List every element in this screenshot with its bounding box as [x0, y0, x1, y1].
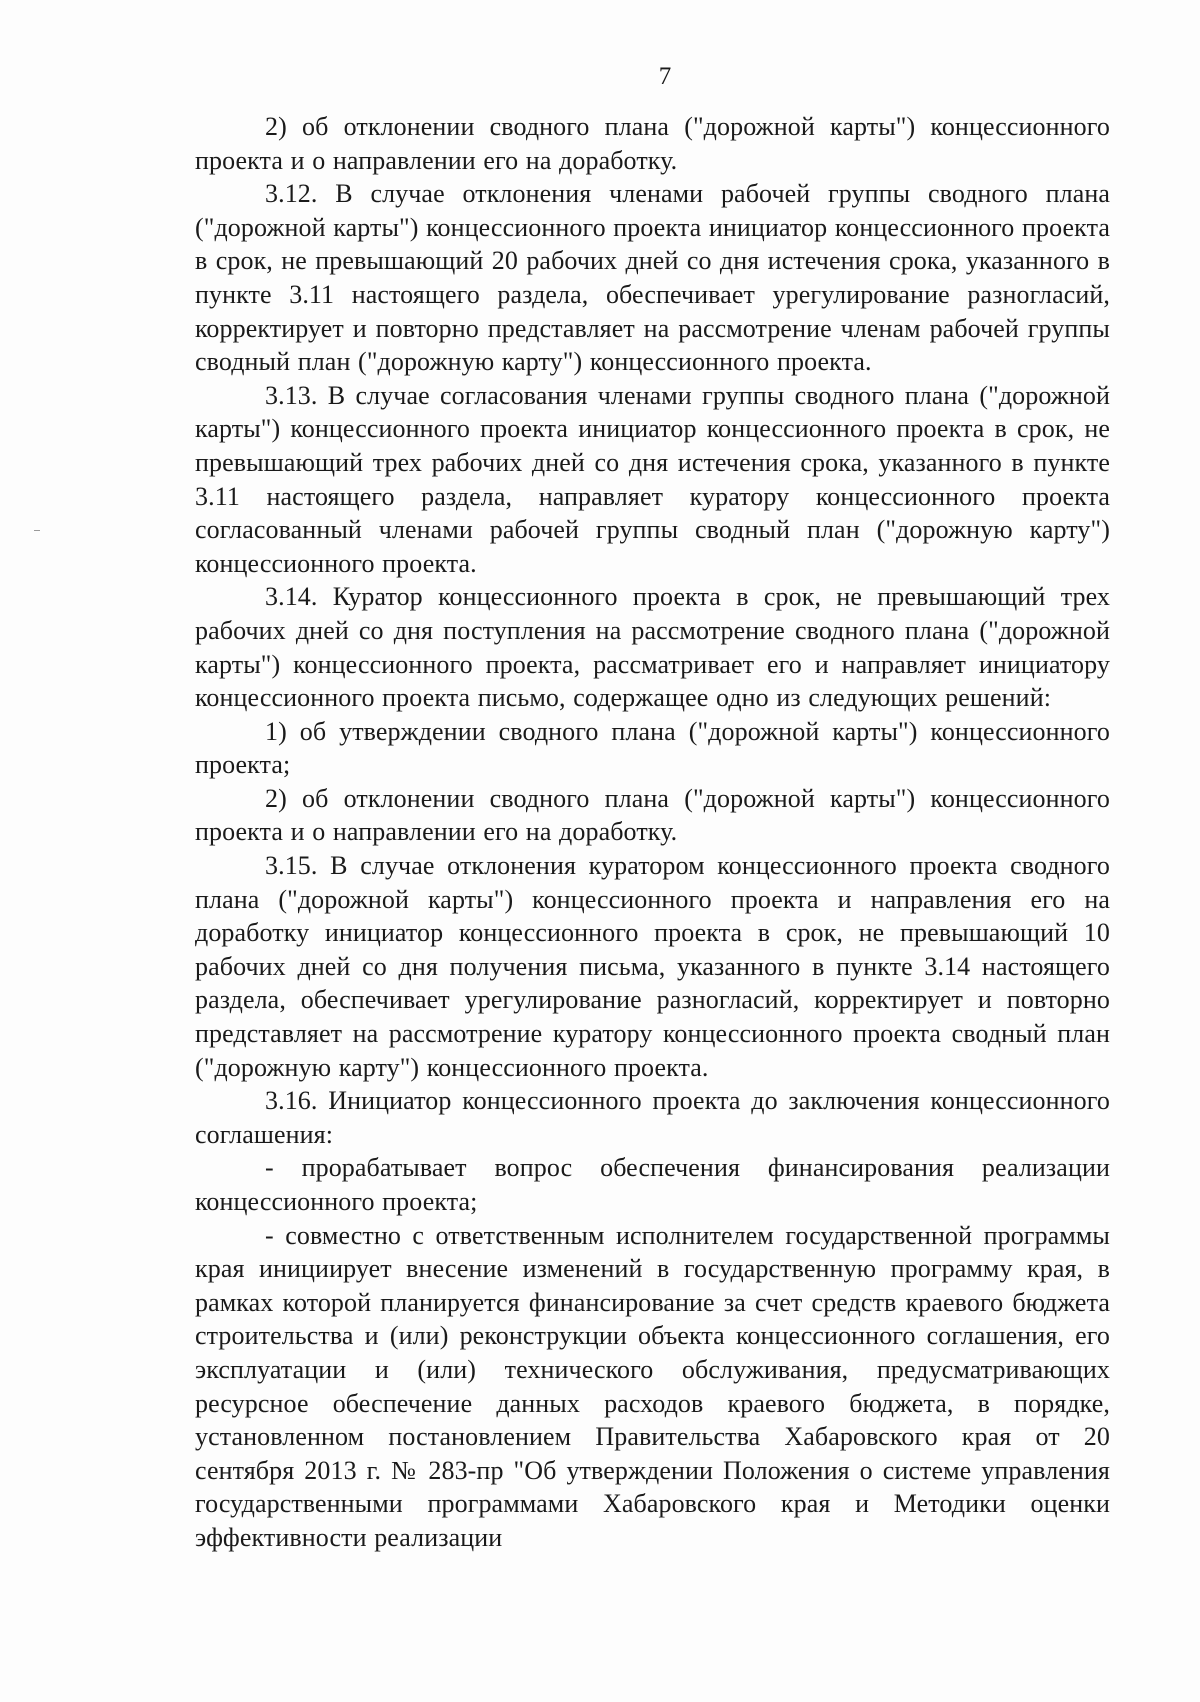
paragraph-decision-approve: 1) об утверждении сводного плана ("дорожной карты") концессионного проекта;: [195, 716, 1110, 780]
paragraph-financing: - прорабатывает вопрос обеспечения финансирования реализации концессионного проекта;: [195, 1153, 1110, 1216]
paragraph-decision-reject-1: 2) об отклонении сводного плана ("дорожной карты") концессионного проекта и о направлении его на доработку.: [195, 112, 1110, 175]
paragraph-program-changes: - совместно с ответственным исполнителем государственной программы края инициирует внесение изменений в государственную программу края, в рамках которой планируется финансирование за счет средств краевого бюджета строительства и (или) реконструкции объекта концессионного соглашения, его эксплуатации и (или) технического обслуживания, предусматривающих ресурсное обеспечение данных расходов краевого бюджета, в порядке, установленном постановлением Правительства Хабаровского края от 20 сентября 2013 г. № 283-пр "Об утверждении Положения о системе управления государственными программами Хабаровского края и Методики оценки эффективности реализации: [195, 1220, 1110, 1552]
paragraph-3-14: 3.14. Куратор концессионного проекта в срок, не превышающий трех рабочих дней со дня поступления на рассмотрение сводного плана ("дорожной карты") концессионного проекта, рассматривает его и направляет инициатору концессионного проекта письмо, содержащее одно из следующих решений:: [195, 582, 1110, 713]
paragraph-decision-reject-2: 2) об отклонении сводного плана ("дорожной карты") концессионного проекта и о направлении его на доработку.: [195, 783, 1110, 847]
paragraph-3-13: 3.13. В случае согласования членами группы сводного плана ("дорожной карты") концессионного проекта инициатор концессионного проекта в срок, не превышающий трех рабочих дней со дня истечения срока, указанного в пункте 3.11 настоящего раздела, направляет куратору концессионного проекта согласованный членами рабочей группы сводный план ("дорожную карту") концессионного проекта.: [195, 380, 1110, 578]
page-number: 7: [658, 63, 672, 90]
document-body: [195, 110, 1110, 1555]
scan-artifact: [34, 530, 40, 531]
paragraph-3-16: 3.16. Инициатор концессионного проекта до заключения концессионного соглашения:: [195, 1086, 1110, 1149]
paragraph-3-15: 3.15. В случае отклонения куратором концессионного проекта сводного плана ("дорожной карты") концессионного проекта и направления его на доработку инициатор концессионного проекта в срок, не превышающий 10 рабочих дней со дня получения письма, указанного в пункте 3.14 настоящего раздела, обеспечивает урегулирование разногласий, корректирует и повторно представляет на рассмотрение куратору концессионного проекта сводный план ("дорожную карту") концессионного проекта.: [195, 851, 1110, 1082]
paragraph-3-12: 3.12. В случае отклонения членами рабочей группы сводного плана ("дорожной карты") концессионного проекта инициатор концессионного проекта в срок, не превышающий 20 рабочих дней со дня истечения срока, указанного в пункте 3.11 настоящего раздела, обеспечивает урегулирование разногласий, корректирует и повторно представляет на рассмотрение членам рабочей группы сводный план ("дорожную карту") концессионного проекта.: [195, 179, 1110, 377]
